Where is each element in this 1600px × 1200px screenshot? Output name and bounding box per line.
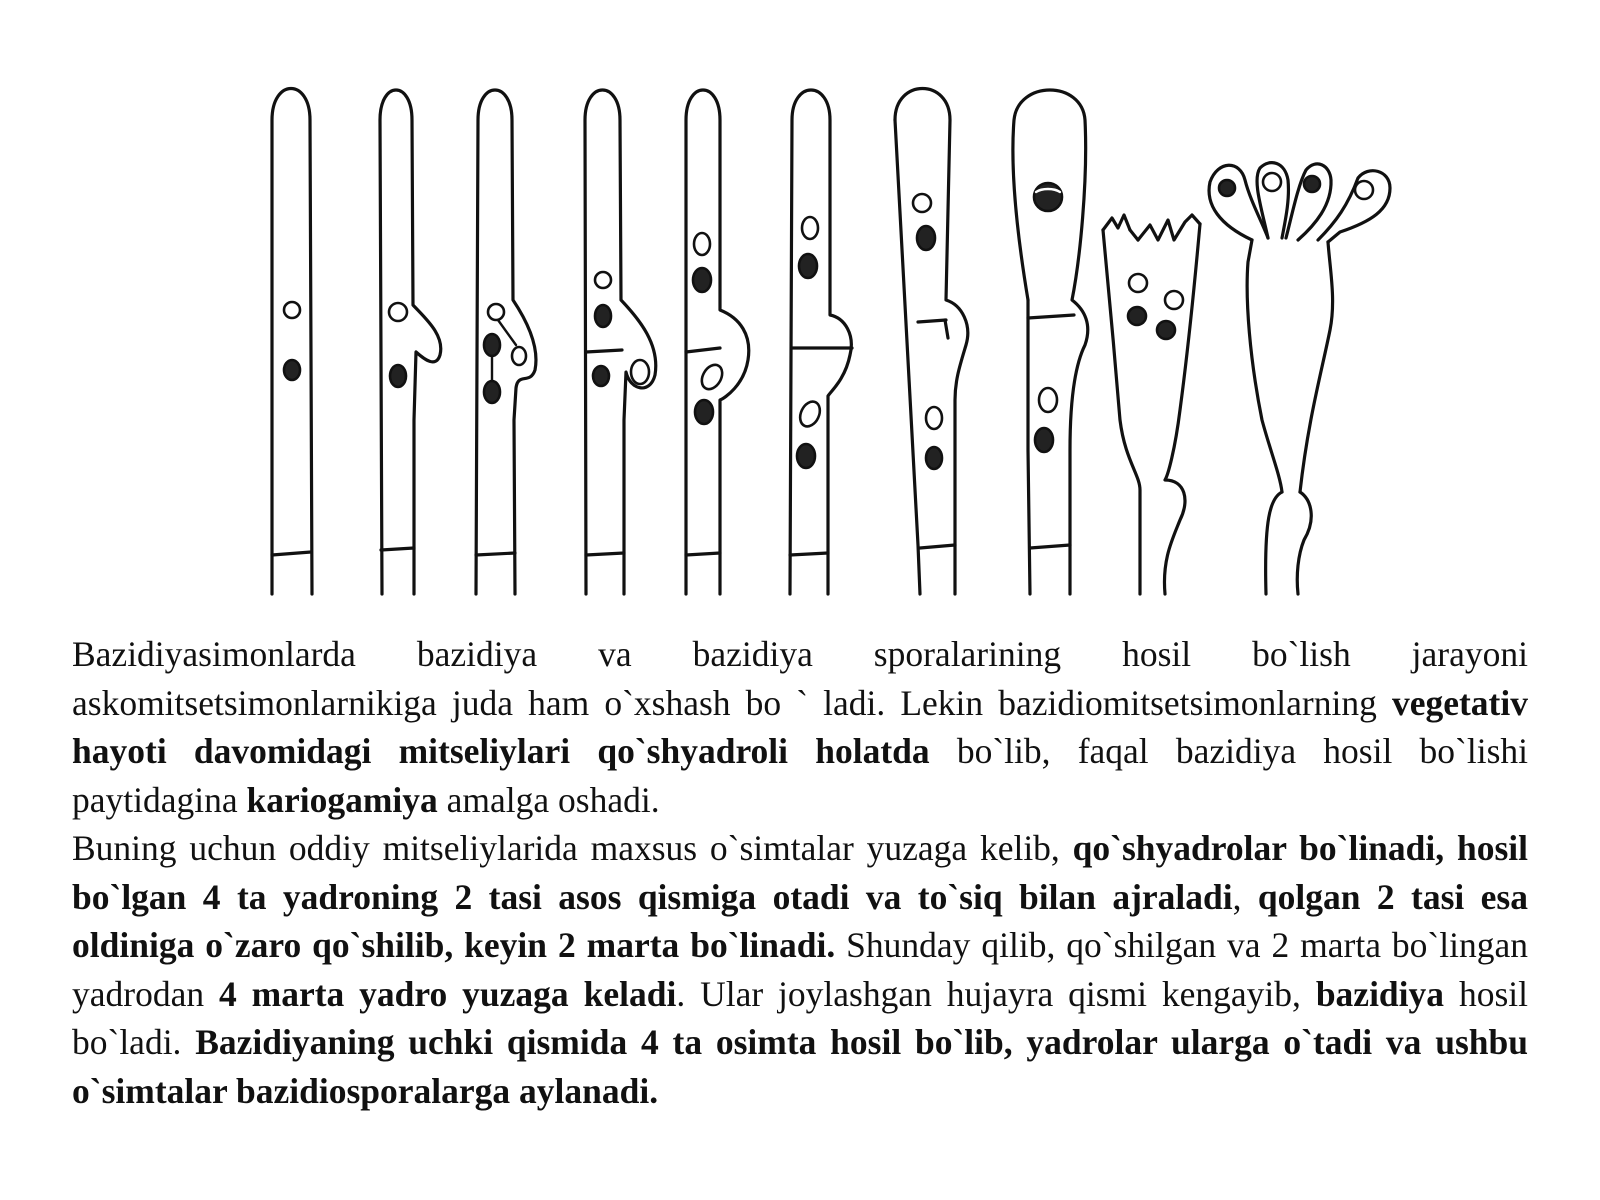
text-segment: . Ular joylashgan hujayra qismi kengayib, bbox=[676, 973, 1316, 1014]
text-segment-bold: Bazidiyaning uchki qismida 4 ta osimta hosil bo`lib, yadrolar ularga o`tadi va ushbu o`simtalar bazidiosporalarga aylanadi. bbox=[72, 1022, 1528, 1111]
stage-3-conjugate-division bbox=[476, 90, 536, 594]
text-segment-bold: kariogamiya bbox=[246, 779, 438, 820]
stage-6-clamp-fused bbox=[790, 90, 852, 594]
text-segment: Shunday qilib, qo`shilgan va 2 marta bo`lingan yadrodan bbox=[72, 925, 1528, 1014]
stage-4-clamp-nucleus bbox=[585, 90, 656, 594]
paragraph-2 bbox=[72, 824, 1528, 1115]
stage-7-young-basidium bbox=[895, 89, 968, 595]
stage-1-hypha bbox=[272, 89, 312, 595]
text-segment-bold: bazidiya bbox=[1315, 973, 1445, 1014]
stage-8-karyogamy bbox=[1013, 90, 1088, 594]
description-text bbox=[72, 630, 1528, 1115]
text-segment: Buning uchun oddiy mitseliylarida maxsus o`simtalar yuzaga kelib, bbox=[72, 828, 1073, 868]
text-segment-bold: vegetativ hayoti davomidagi mitseliylari qo`shyadroli holatda bbox=[72, 682, 1528, 771]
text-segment: Bazidiyasimonlarda bazidiya va bazidiya sporalarining hosil bo`lish jarayoni askomitsetsimonlarnikiga juda ham o`xshash bo ` ladi. Lekin bazidiomitsetsimonlarning bbox=[72, 634, 1528, 723]
text-segment-bold: 4 marta yadro yuzaga keladi bbox=[218, 973, 677, 1014]
paragraph-1 bbox=[72, 630, 1528, 824]
text-segment-bold: qo`shyadrolar bo`linadi, hosil bo`lgan 4 ta yadroning 2 tasi asos qismiga otadi va to`siq bilan ajraladi bbox=[72, 828, 1528, 917]
stage-2-clamp-initiation bbox=[380, 90, 441, 594]
text-segment-bold: qolgan 2 tasi esa oldiniga o`zaro qo`shilib, keyin 2 marta bo`linadi. bbox=[72, 876, 1528, 965]
stage-9-sterigmata-forming bbox=[1103, 215, 1200, 594]
text-segment: amalga oshadi. bbox=[437, 779, 660, 820]
stage-5-clamp-septum bbox=[686, 90, 749, 594]
text-segment: bo`lib, faqal bazidiya hosil bo`lishi paytidagina bbox=[72, 731, 1528, 820]
text-segment: , bbox=[1232, 876, 1258, 917]
text-segment: hosil bo`ladi. bbox=[72, 973, 1528, 1062]
stage-10-mature-basidium bbox=[1209, 163, 1390, 594]
